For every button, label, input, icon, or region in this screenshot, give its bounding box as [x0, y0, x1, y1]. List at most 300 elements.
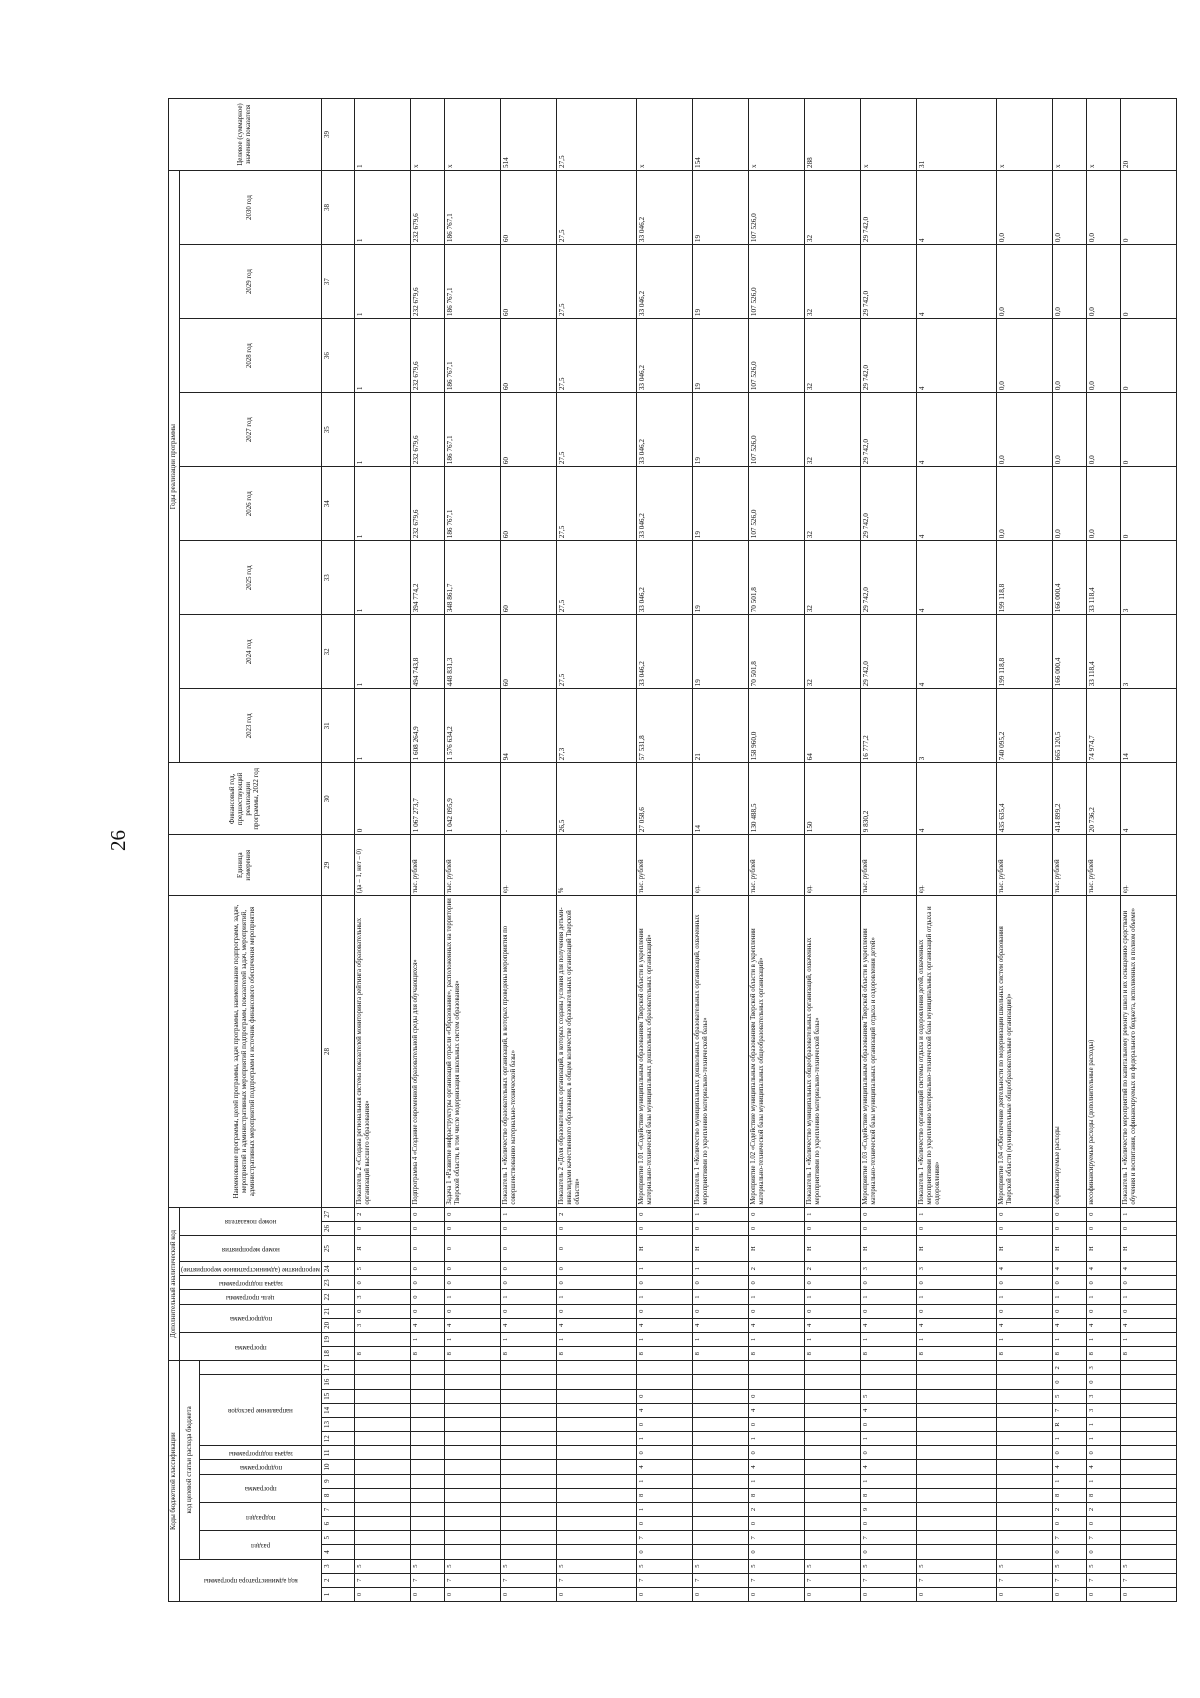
code-cell: 1 — [501, 1207, 557, 1221]
year-value: 0 — [1120, 319, 1176, 393]
code-cell: 5 — [445, 1559, 501, 1573]
code-cell — [692, 1446, 748, 1460]
code-cell: 0 — [1053, 1545, 1087, 1559]
table-row — [557, 99, 637, 1602]
code-cell: 0 — [1053, 1587, 1087, 1601]
code-cell: 0 — [861, 1587, 917, 1601]
code-cell: 0 — [749, 1221, 805, 1235]
year-value: 0,0 — [997, 319, 1053, 393]
code-cell: 0 — [501, 1262, 557, 1276]
year-value: 27,5 — [557, 393, 637, 467]
code-cell — [445, 1517, 501, 1531]
year-value: 33 118,4 — [1086, 615, 1120, 689]
year-value: 4 — [917, 467, 997, 541]
column-number: 16 — [321, 1375, 354, 1389]
code-cell: 2 — [557, 1207, 637, 1221]
code-cell: 0 — [861, 1207, 917, 1221]
code-cell: Н — [861, 1236, 917, 1262]
code-cell: 0 — [1120, 1304, 1176, 1318]
code-cell: 5 — [636, 1559, 692, 1573]
code-cell — [1120, 1531, 1176, 1545]
year-value: 32 — [805, 393, 861, 467]
code-cell: 0 — [1086, 1545, 1120, 1559]
code-cell: 1 — [692, 1290, 748, 1304]
header-year-2027: 2027 год — [180, 393, 322, 467]
year-value: 60 — [501, 171, 557, 245]
code-cell — [917, 1417, 997, 1431]
item-name-cell: несофинансируемые расходы (дополнительные расходы) — [1086, 896, 1120, 1207]
code-cell: 0 — [1120, 1587, 1176, 1601]
year-value: 29 742,0 — [861, 393, 917, 467]
code-cell: 1 — [411, 1332, 445, 1346]
column-number: 37 — [321, 245, 354, 319]
code-cell: 0 — [636, 1517, 692, 1531]
code-cell: 0 — [1053, 1304, 1087, 1318]
code-cell: 0 — [749, 1545, 805, 1559]
code-cell: 0 — [861, 1221, 917, 1235]
item-name-cell: Показатель 1 «Количество образовательных организаций, в которых проведены мероприятия по совершенствованию материально-технической базы» — [501, 896, 557, 1207]
base-year-value: 27 058,6 — [636, 763, 692, 835]
rotated-table-container — [168, 98, 1137, 1602]
code-cell: 8 — [1120, 1347, 1176, 1361]
column-number: 25 — [321, 1236, 354, 1262]
header-budget-codes: Коды бюджетной классификации — [169, 1361, 180, 1602]
code-cell: 3 — [917, 1262, 997, 1276]
code-cell: 7 — [1053, 1573, 1087, 1587]
header-direction: направление расходов — [200, 1375, 322, 1446]
item-name-cell: Подпрограмма 4 «Создание современной образовательной среды для обучающихся» — [411, 896, 445, 1207]
code-cell: 7 — [997, 1573, 1053, 1587]
year-value: 33 046,2 — [636, 467, 692, 541]
column-number: 18 — [321, 1347, 354, 1361]
column-number: 38 — [321, 171, 354, 245]
code-cell — [411, 1460, 445, 1474]
code-cell: 0 — [636, 1389, 692, 1403]
year-value: 57 531,8 — [636, 689, 692, 763]
code-cell: 4 — [805, 1318, 861, 1332]
code-cell — [501, 1375, 557, 1389]
code-cell: 7 — [411, 1573, 445, 1587]
code-cell: 1 — [636, 1432, 692, 1446]
code-cell: 0 — [557, 1304, 637, 1318]
code-cell — [445, 1474, 501, 1488]
target-value: х — [445, 99, 501, 171]
code-cell: 0 — [692, 1276, 748, 1290]
header-base-year: Финансовый год, предшествующий реализации программы, 2022 год — [169, 763, 322, 835]
code-cell — [692, 1460, 748, 1474]
header-admin-code: код администратора программы — [180, 1559, 322, 1601]
code-cell: 1 — [1086, 1432, 1120, 1446]
code-cell — [445, 1417, 501, 1431]
code-cell — [997, 1488, 1053, 1502]
year-value: 0,0 — [997, 171, 1053, 245]
code-cell — [805, 1474, 861, 1488]
code-cell — [1120, 1389, 1176, 1403]
program-table — [168, 98, 1177, 1602]
code-cell: 8 — [1086, 1347, 1120, 1361]
code-cell: 0 — [917, 1221, 997, 1235]
code-cell: 4 — [1086, 1262, 1120, 1276]
year-value: 166 000,4 — [1053, 541, 1087, 615]
table-row — [805, 99, 861, 1602]
code-cell — [1120, 1460, 1176, 1474]
year-value: 29 742,0 — [861, 245, 917, 319]
code-cell: 0 — [749, 1446, 805, 1460]
column-number: 27 — [321, 1207, 354, 1221]
code-cell: 1 — [805, 1332, 861, 1346]
unit-cell: тыс. рублей — [861, 835, 917, 896]
header-a-number: номер мероприятия — [180, 1236, 322, 1262]
table-row — [636, 99, 692, 1602]
header-year-2023: 2023 год — [180, 689, 322, 763]
year-value: 60 — [501, 541, 557, 615]
code-cell: 0 — [861, 1417, 917, 1431]
code-cell — [557, 1446, 637, 1460]
code-cell: 0 — [411, 1262, 445, 1276]
code-cell: 0 — [501, 1304, 557, 1318]
year-value: 21 — [692, 689, 748, 763]
target-value: х — [1086, 99, 1120, 171]
table-row — [749, 99, 805, 1602]
code-cell: 3 — [1086, 1361, 1120, 1375]
year-value: 27,5 — [557, 541, 637, 615]
column-number: 15 — [321, 1389, 354, 1403]
code-cell — [355, 1361, 411, 1375]
year-value: 166 000,4 — [1053, 615, 1087, 689]
code-cell: 8 — [861, 1488, 917, 1502]
year-value: 0,0 — [1053, 245, 1087, 319]
code-cell — [445, 1460, 501, 1474]
code-cell — [997, 1531, 1053, 1545]
column-number: 33 — [321, 541, 354, 615]
code-cell: 5 — [861, 1389, 917, 1403]
base-year-value: 1 042 095,9 — [445, 763, 501, 835]
year-value: 60 — [501, 319, 557, 393]
table-row — [917, 99, 997, 1602]
code-cell: 0 — [997, 1276, 1053, 1290]
header-year-2030: 2030 год — [180, 171, 322, 245]
year-value: 107 526,0 — [749, 393, 805, 467]
code-cell: 3 — [861, 1262, 917, 1276]
code-cell: 7 — [1086, 1531, 1120, 1545]
code-cell — [1120, 1488, 1176, 1502]
code-cell: 8 — [411, 1347, 445, 1361]
column-number: 4 — [321, 1545, 354, 1559]
code-cell: 0 — [445, 1262, 501, 1276]
code-cell — [917, 1389, 997, 1403]
year-value: 27,5 — [557, 245, 637, 319]
year-value: 32 — [805, 541, 861, 615]
code-cell — [997, 1545, 1053, 1559]
column-number: 34 — [321, 467, 354, 541]
column-number: 1 — [321, 1587, 354, 1601]
table-row — [445, 99, 501, 1602]
code-cell — [692, 1403, 748, 1417]
year-value: 0,0 — [1053, 319, 1087, 393]
code-cell — [411, 1502, 445, 1516]
unit-cell: ед. — [1120, 835, 1176, 896]
code-cell: 7 — [355, 1573, 411, 1587]
code-cell: 1 — [917, 1207, 997, 1221]
header-target-code: код целевой статьи расхода бюджета — [180, 1361, 200, 1559]
code-cell — [355, 1432, 411, 1446]
code-cell: 4 — [411, 1318, 445, 1332]
unit-cell: тыс. рублей — [1086, 835, 1120, 896]
code-cell: 1 — [1086, 1290, 1120, 1304]
code-cell: 2 — [1053, 1361, 1087, 1375]
column-number: 11 — [321, 1446, 354, 1460]
year-value: 232 679,6 — [411, 393, 445, 467]
column-number: 17 — [321, 1361, 354, 1375]
year-value: 1 — [355, 245, 411, 319]
column-number: 7 — [321, 1502, 354, 1516]
year-value: 27,5 — [557, 467, 637, 541]
code-cell: 3 — [355, 1318, 411, 1332]
code-cell: 7 — [861, 1573, 917, 1587]
item-name-cell: Мероприятие 1.01 «Содействие муниципальным образованиям Тверской области в укреплении материально-технической базы муниципальных дошкольных образовательных организаций» — [636, 896, 692, 1207]
year-value: 60 — [501, 393, 557, 467]
year-value: 3 — [1120, 541, 1176, 615]
code-cell: 1 — [861, 1474, 917, 1488]
year-value: 27,5 — [557, 319, 637, 393]
code-cell: 0 — [355, 1221, 411, 1235]
year-value: 27,5 — [557, 171, 637, 245]
code-cell — [1120, 1502, 1176, 1516]
header-years-group: Годы реализации программы — [169, 171, 180, 763]
year-value: 29 742,0 — [861, 467, 917, 541]
code-cell — [997, 1446, 1053, 1460]
code-cell: 7 — [1053, 1403, 1087, 1417]
year-value: 186 767,1 — [445, 393, 501, 467]
header-a-indicator: номер показателя — [180, 1207, 322, 1235]
code-cell: 0 — [692, 1304, 748, 1318]
column-number: 13 — [321, 1417, 354, 1431]
year-value: 107 526,0 — [749, 319, 805, 393]
code-cell: 5 — [411, 1559, 445, 1573]
year-value: 186 767,1 — [445, 319, 501, 393]
column-number: 19 — [321, 1332, 354, 1346]
column-number: 31 — [321, 689, 354, 763]
code-cell: Н — [917, 1236, 997, 1262]
code-cell: 0 — [501, 1236, 557, 1262]
year-value: 494 743,8 — [411, 615, 445, 689]
code-cell: 2 — [355, 1207, 411, 1221]
header-year-2024: 2024 год — [180, 615, 322, 689]
year-value: 60 — [501, 615, 557, 689]
code-cell: 9 — [861, 1502, 917, 1516]
code-cell — [557, 1502, 637, 1516]
code-cell: 1 — [861, 1432, 917, 1446]
code-cell: 0 — [749, 1304, 805, 1318]
code-cell: 1 — [692, 1207, 748, 1221]
item-name-cell: Показатель 1 «Количество муниципальных дошкольных образовательных организаций, охваченных мероприятиями по укреплению материально-технической базы» — [692, 896, 748, 1207]
year-value: 3 — [917, 689, 997, 763]
target-value: 154 — [692, 99, 748, 171]
year-value: 1 — [355, 467, 411, 541]
column-number: 20 — [321, 1318, 354, 1332]
code-cell: 4 — [749, 1403, 805, 1417]
code-cell — [917, 1531, 997, 1545]
code-cell: 0 — [636, 1276, 692, 1290]
column-number: 32 — [321, 615, 354, 689]
code-cell — [692, 1375, 748, 1389]
code-cell: 7 — [692, 1573, 748, 1587]
code-cell — [749, 1361, 805, 1375]
year-value: 33 046,2 — [636, 541, 692, 615]
code-cell — [692, 1474, 748, 1488]
code-cell: 7 — [1120, 1573, 1176, 1587]
code-cell: 4 — [917, 1318, 997, 1332]
target-value: х — [1053, 99, 1087, 171]
year-value: 4 — [917, 541, 997, 615]
code-cell: 5 — [355, 1262, 411, 1276]
column-number: 39 — [321, 99, 354, 171]
code-cell: 0 — [355, 1587, 411, 1601]
year-value: 0,0 — [1086, 393, 1120, 467]
code-cell: 1 — [917, 1332, 997, 1346]
code-cell — [997, 1361, 1053, 1375]
header-a-measure: мероприятие (административное мероприятие) — [180, 1262, 322, 1276]
code-cell: 0 — [861, 1446, 917, 1460]
code-cell: 0 — [445, 1587, 501, 1601]
code-cell — [805, 1446, 861, 1460]
unit-cell: (да – 1, нет – 0) — [355, 835, 411, 896]
year-value: 199 118,8 — [997, 541, 1053, 615]
code-cell: 4 — [749, 1460, 805, 1474]
code-cell: 8 — [917, 1347, 997, 1361]
code-cell: 1 — [445, 1332, 501, 1346]
code-cell: 3 — [1086, 1389, 1120, 1403]
item-name-cell: Мероприятие 1.03 «Содействие муниципальным образованиям Тверской области в укреплении материально-технической базы муниципальных организаций отдыха и оздоровления детей» — [861, 896, 917, 1207]
item-name-cell: Задача 1 «Развитие инфраструктуры организаций отрасли «Образование», расположенных на территории Тверской области, в том числе модернизация школьных систем образования» — [445, 896, 501, 1207]
header-a-task2: задача подпрограммы — [180, 1276, 322, 1290]
code-cell — [557, 1375, 637, 1389]
code-cell — [1120, 1517, 1176, 1531]
code-cell: 8 — [692, 1347, 748, 1361]
code-cell: 0 — [1053, 1517, 1087, 1531]
code-cell: 5 — [917, 1559, 997, 1573]
header-program: программа — [200, 1474, 322, 1502]
code-cell — [355, 1446, 411, 1460]
item-name-cell: Показатель 1 «Количество мероприятий по капитальному ремонту школ и их оснащению средствами обучения и воспитания, софинансируемых из федерального бюджета, исполненных в полном объеме» — [1120, 896, 1176, 1207]
code-cell: 0 — [749, 1517, 805, 1531]
code-cell — [917, 1361, 997, 1375]
code-cell: 0 — [445, 1236, 501, 1262]
year-value: 0,0 — [997, 245, 1053, 319]
column-number: 26 — [321, 1221, 354, 1235]
code-cell: 0 — [355, 1276, 411, 1290]
code-cell: 8 — [997, 1347, 1053, 1361]
code-cell: 0 — [557, 1587, 637, 1601]
base-year-value: 435 635,4 — [997, 763, 1053, 835]
code-cell: 0 — [1120, 1276, 1176, 1290]
code-cell — [805, 1502, 861, 1516]
code-cell: 7 — [445, 1573, 501, 1587]
code-cell: 1 — [749, 1432, 805, 1446]
code-cell — [557, 1417, 637, 1431]
code-cell: 0 — [501, 1221, 557, 1235]
code-cell: 0 — [997, 1587, 1053, 1601]
code-cell — [355, 1375, 411, 1389]
code-cell: 0 — [557, 1221, 637, 1235]
code-cell: 0 — [861, 1545, 917, 1559]
code-cell — [355, 1417, 411, 1431]
code-cell: 1 — [636, 1474, 692, 1488]
code-cell — [445, 1502, 501, 1516]
code-cell: 0 — [861, 1517, 917, 1531]
target-value: х — [997, 99, 1053, 171]
code-cell: R — [1053, 1417, 1087, 1431]
code-cell — [997, 1389, 1053, 1403]
year-value: 94 — [501, 689, 557, 763]
code-cell: 8 — [1086, 1488, 1120, 1502]
column-number: 23 — [321, 1276, 354, 1290]
code-cell — [501, 1361, 557, 1375]
code-cell: Н — [1120, 1236, 1176, 1262]
code-cell: 0 — [355, 1304, 411, 1318]
code-cell — [355, 1460, 411, 1474]
code-cell — [917, 1403, 997, 1417]
code-cell: 0 — [805, 1221, 861, 1235]
code-cell: 0 — [692, 1587, 748, 1601]
code-cell — [997, 1403, 1053, 1417]
code-cell: 0 — [501, 1276, 557, 1290]
code-cell — [692, 1417, 748, 1431]
code-cell: 0 — [749, 1587, 805, 1601]
code-cell — [557, 1403, 637, 1417]
header-target: Целевое (суммарное) значение показателя — [169, 99, 322, 171]
year-value: 33 046,2 — [636, 615, 692, 689]
year-value: 70 501,8 — [749, 541, 805, 615]
unit-cell: ед. — [805, 835, 861, 896]
column-number: 21 — [321, 1304, 354, 1318]
year-value: 70 501,8 — [749, 615, 805, 689]
column-number: 2 — [321, 1573, 354, 1587]
code-cell: 1 — [1120, 1332, 1176, 1346]
code-cell — [997, 1517, 1053, 1531]
code-cell: 2 — [749, 1502, 805, 1516]
unit-cell: тыс. рублей — [445, 835, 501, 896]
code-cell — [997, 1474, 1053, 1488]
unit-cell: % — [557, 835, 637, 896]
code-cell: 8 — [861, 1347, 917, 1361]
code-cell: 4 — [501, 1318, 557, 1332]
code-cell: 1 — [1053, 1432, 1087, 1446]
column-number: 3 — [321, 1559, 354, 1573]
year-value: 665 120,5 — [1053, 689, 1087, 763]
year-value: 1 576 634,2 — [445, 689, 501, 763]
base-year-value: 0 — [355, 763, 411, 835]
code-cell: 0 — [805, 1587, 861, 1601]
code-cell — [692, 1531, 748, 1545]
item-name-cell: Показатель 1 «Количество организаций системы отдыха и оздоровления детей, охваченных мероприятиями по укреплению материально-технической базы муниципальных организаций отдыха и оздоровления» — [917, 896, 997, 1207]
code-cell: 1 — [636, 1290, 692, 1304]
code-cell — [411, 1531, 445, 1545]
base-year-value: 130 488,5 — [749, 763, 805, 835]
unit-cell: тыс. рублей — [749, 835, 805, 896]
code-cell: 0 — [411, 1290, 445, 1304]
code-cell — [445, 1531, 501, 1545]
code-cell — [917, 1545, 997, 1559]
code-cell: Н — [1086, 1236, 1120, 1262]
column-number: 35 — [321, 393, 354, 467]
code-cell: Я — [355, 1236, 411, 1262]
year-value: 1 — [355, 615, 411, 689]
item-name-cell: Показатель 2 «Создана региональная система показателей мониторинга рейтинга образовательных организаций высшего образования» — [355, 896, 411, 1207]
code-cell: 1 — [749, 1332, 805, 1346]
code-cell — [805, 1488, 861, 1502]
code-cell: 8 — [445, 1347, 501, 1361]
